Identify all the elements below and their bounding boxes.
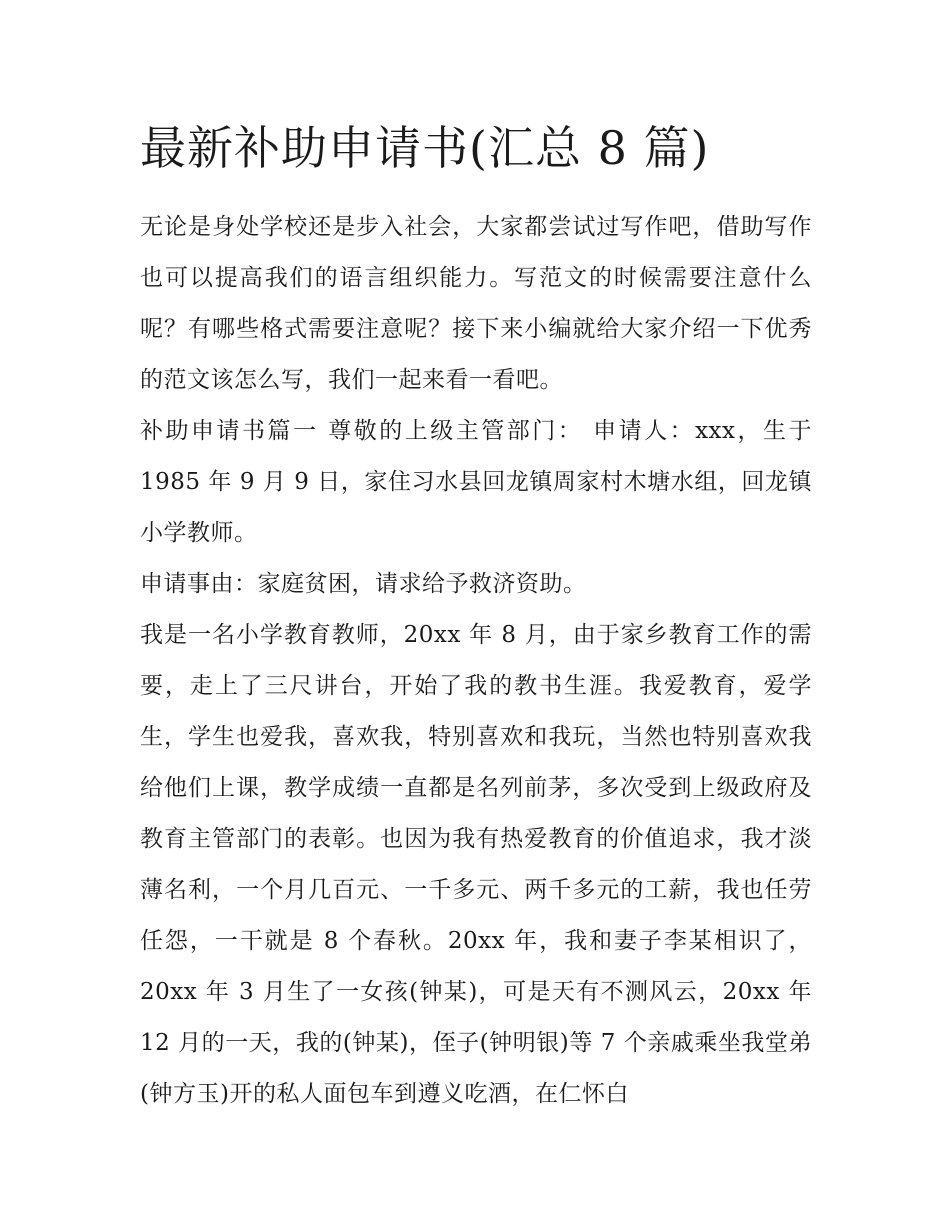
paragraph-reason: 申请事由：家庭贫困，请求给予救济资助。 (140, 571, 587, 597)
paragraph-body: 我是一名小学教育教师，20xx 年 8 月，由于家乡教育工作的需要，走上了三尺讲台，开始了我的教书生涯。我爱教育，爱学生，学生也爱我，喜欢我，特别喜欢和我玩，当然也特别喜欢我给他们上课，教学成绩一直都是名列前茅，多次受到上级政府及教育主管部门的表彰。也因为我有热爱教育的价值追求，我才淡薄名利，一个月几百元、一千多元、两千多元的工薪，我也任劳任怨，一干就是 8 个春秋。20xx 年，我和妻子李某相识了，20xx 年 3 月生了一女孩(钟某)，可是天有不测风云，20xx 年 12 月的一天，我的(钟某)，侄子(钟明银)等 7 个亲戚乘坐我堂弟(钟方玉)开的私人面包车到遵义吃酒，在仁怀白 (140, 622, 812, 1107)
document-page (140, 116, 812, 1120)
document-title: 最新补助申请书(汇总 8 篇) (140, 121, 710, 175)
paragraph-applicant: 补助申请书篇一 尊敬的上级主管部门： 申请人：xxx，生于1985 年 9 月 9 日，家住习水县回龙镇周家村木塘水组，回龙镇小学教师。 (140, 418, 812, 546)
paragraph-intro: 无论是身处学校还是步入社会，大家都尝试过写作吧，借助写作也可以提高我们的语言组织能力。写范文的时候需要注意什么呢？有哪些格式需要注意呢？接下来小编就给大家介绍一下优秀的范文该怎么写，我们一起来看一看吧。 (140, 214, 812, 393)
